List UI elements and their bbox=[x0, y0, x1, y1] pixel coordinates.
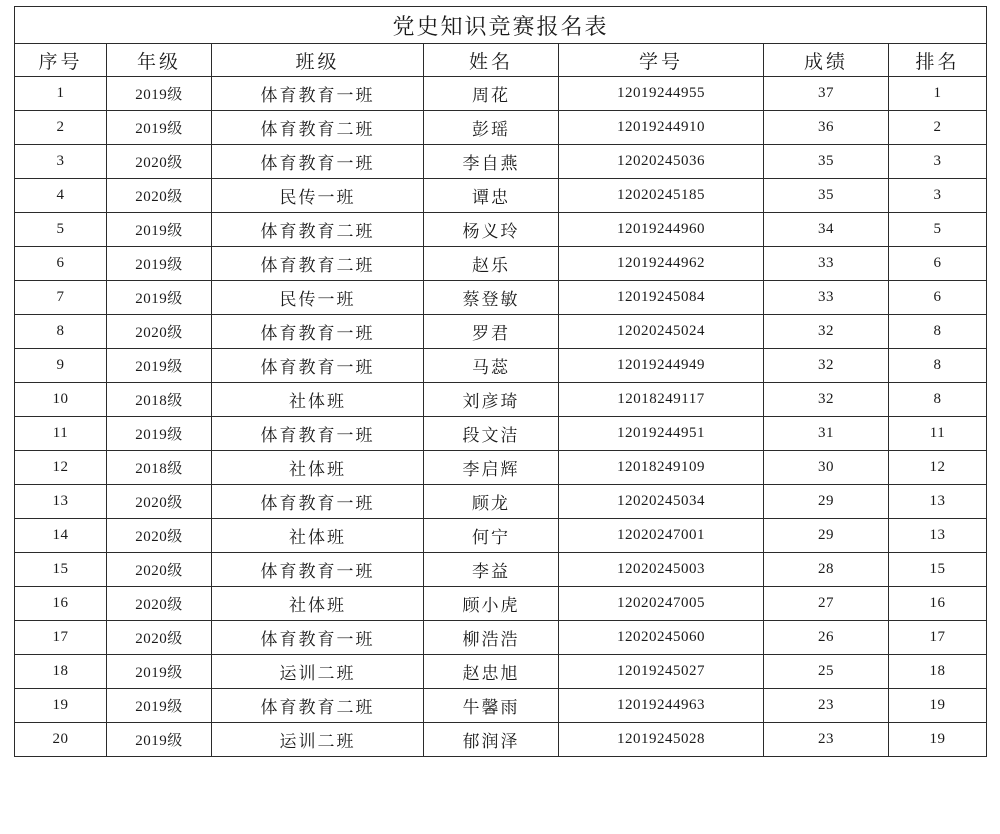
cell-score: 29 bbox=[764, 519, 889, 553]
page-title: 党史知识竞赛报名表 bbox=[15, 7, 987, 44]
cell-class: 运训二班 bbox=[212, 723, 424, 757]
cell-rank: 13 bbox=[889, 485, 987, 519]
cell-score: 33 bbox=[764, 281, 889, 315]
cell-score: 34 bbox=[764, 213, 889, 247]
cell-rank: 16 bbox=[889, 587, 987, 621]
cell-score: 26 bbox=[764, 621, 889, 655]
table-row bbox=[15, 145, 987, 179]
cell-class: 社体班 bbox=[212, 519, 424, 553]
cell-class: 体育教育一班 bbox=[212, 621, 424, 655]
cell-student-id: 12020245185 bbox=[559, 179, 764, 213]
cell-index: 12 bbox=[15, 451, 107, 485]
cell-class: 体育教育二班 bbox=[212, 689, 424, 723]
table-row bbox=[15, 213, 987, 247]
cell-name: 马蕊 bbox=[424, 349, 559, 383]
cell-grade: 2020级 bbox=[107, 553, 212, 587]
cell-index: 16 bbox=[15, 587, 107, 621]
cell-score: 32 bbox=[764, 383, 889, 417]
cell-name: 何宁 bbox=[424, 519, 559, 553]
cell-rank: 11 bbox=[889, 417, 987, 451]
cell-grade: 2019级 bbox=[107, 281, 212, 315]
cell-grade: 2019级 bbox=[107, 247, 212, 281]
table-row bbox=[15, 655, 987, 689]
cell-grade: 2018级 bbox=[107, 383, 212, 417]
cell-grade: 2019级 bbox=[107, 723, 212, 757]
cell-grade: 2019级 bbox=[107, 111, 212, 145]
cell-rank: 8 bbox=[889, 315, 987, 349]
cell-score: 23 bbox=[764, 689, 889, 723]
cell-grade: 2020级 bbox=[107, 621, 212, 655]
table-row bbox=[15, 349, 987, 383]
cell-rank: 8 bbox=[889, 383, 987, 417]
table-row bbox=[15, 485, 987, 519]
cell-student-id: 12019244962 bbox=[559, 247, 764, 281]
table-row bbox=[15, 417, 987, 451]
cell-student-id: 12020247005 bbox=[559, 587, 764, 621]
cell-grade: 2019级 bbox=[107, 213, 212, 247]
cell-class: 体育教育二班 bbox=[212, 213, 424, 247]
table-row bbox=[15, 281, 987, 315]
cell-rank: 13 bbox=[889, 519, 987, 553]
cell-rank: 19 bbox=[889, 689, 987, 723]
cell-student-id: 12019244955 bbox=[559, 77, 764, 111]
cell-grade: 2019级 bbox=[107, 77, 212, 111]
cell-index: 5 bbox=[15, 213, 107, 247]
cell-rank: 6 bbox=[889, 247, 987, 281]
cell-student-id: 12020245034 bbox=[559, 485, 764, 519]
cell-rank: 5 bbox=[889, 213, 987, 247]
cell-student-id: 12020245024 bbox=[559, 315, 764, 349]
cell-grade: 2019级 bbox=[107, 417, 212, 451]
table-row bbox=[15, 553, 987, 587]
cell-index: 1 bbox=[15, 77, 107, 111]
cell-rank: 6 bbox=[889, 281, 987, 315]
column-header-grade: 年级 bbox=[107, 44, 212, 77]
cell-rank: 19 bbox=[889, 723, 987, 757]
cell-name: 彭瑶 bbox=[424, 111, 559, 145]
table-row bbox=[15, 451, 987, 485]
table-row bbox=[15, 519, 987, 553]
registration-table bbox=[14, 6, 987, 757]
cell-student-id: 12020245036 bbox=[559, 145, 764, 179]
cell-index: 10 bbox=[15, 383, 107, 417]
column-header-index: 序号 bbox=[15, 44, 107, 77]
cell-class: 体育教育一班 bbox=[212, 77, 424, 111]
cell-score: 35 bbox=[764, 145, 889, 179]
cell-class: 体育教育二班 bbox=[212, 111, 424, 145]
cell-score: 37 bbox=[764, 77, 889, 111]
cell-index: 11 bbox=[15, 417, 107, 451]
cell-grade: 2020级 bbox=[107, 587, 212, 621]
cell-name: 周花 bbox=[424, 77, 559, 111]
cell-class: 社体班 bbox=[212, 451, 424, 485]
cell-score: 25 bbox=[764, 655, 889, 689]
cell-name: 牛馨雨 bbox=[424, 689, 559, 723]
table-row bbox=[15, 723, 987, 757]
cell-score: 27 bbox=[764, 587, 889, 621]
cell-name: 郁润泽 bbox=[424, 723, 559, 757]
cell-name: 李益 bbox=[424, 553, 559, 587]
cell-grade: 2020级 bbox=[107, 179, 212, 213]
cell-class: 体育教育一班 bbox=[212, 349, 424, 383]
cell-name: 顾小虎 bbox=[424, 587, 559, 621]
table-header-row bbox=[15, 44, 987, 77]
column-header-rank: 排名 bbox=[889, 44, 987, 77]
cell-name: 蔡登敏 bbox=[424, 281, 559, 315]
cell-student-id: 12019244960 bbox=[559, 213, 764, 247]
cell-score: 33 bbox=[764, 247, 889, 281]
cell-index: 17 bbox=[15, 621, 107, 655]
table-row bbox=[15, 383, 987, 417]
cell-grade: 2019级 bbox=[107, 689, 212, 723]
cell-student-id: 12019245084 bbox=[559, 281, 764, 315]
cell-name: 杨义玲 bbox=[424, 213, 559, 247]
cell-name: 李自燕 bbox=[424, 145, 559, 179]
cell-score: 35 bbox=[764, 179, 889, 213]
cell-name: 李启辉 bbox=[424, 451, 559, 485]
cell-class: 运训二班 bbox=[212, 655, 424, 689]
cell-class: 体育教育一班 bbox=[212, 145, 424, 179]
cell-name: 赵乐 bbox=[424, 247, 559, 281]
cell-rank: 17 bbox=[889, 621, 987, 655]
cell-name: 刘彦琦 bbox=[424, 383, 559, 417]
table-row bbox=[15, 77, 987, 111]
cell-rank: 15 bbox=[889, 553, 987, 587]
cell-index: 9 bbox=[15, 349, 107, 383]
cell-index: 4 bbox=[15, 179, 107, 213]
cell-score: 30 bbox=[764, 451, 889, 485]
cell-score: 23 bbox=[764, 723, 889, 757]
cell-class: 体育教育一班 bbox=[212, 417, 424, 451]
cell-class: 社体班 bbox=[212, 587, 424, 621]
cell-name: 罗君 bbox=[424, 315, 559, 349]
cell-name: 赵忠旭 bbox=[424, 655, 559, 689]
cell-rank: 8 bbox=[889, 349, 987, 383]
cell-class: 社体班 bbox=[212, 383, 424, 417]
registration-table-wrapper bbox=[14, 6, 986, 757]
cell-student-id: 12019244949 bbox=[559, 349, 764, 383]
cell-student-id: 12020247001 bbox=[559, 519, 764, 553]
cell-student-id: 12019245028 bbox=[559, 723, 764, 757]
cell-name: 谭忠 bbox=[424, 179, 559, 213]
cell-score: 36 bbox=[764, 111, 889, 145]
column-header-name: 姓名 bbox=[424, 44, 559, 77]
cell-class: 民传一班 bbox=[212, 281, 424, 315]
table-title-row bbox=[15, 7, 987, 44]
cell-rank: 1 bbox=[889, 77, 987, 111]
cell-grade: 2019级 bbox=[107, 655, 212, 689]
cell-rank: 18 bbox=[889, 655, 987, 689]
cell-index: 7 bbox=[15, 281, 107, 315]
table-row bbox=[15, 621, 987, 655]
cell-student-id: 12019245027 bbox=[559, 655, 764, 689]
cell-index: 14 bbox=[15, 519, 107, 553]
cell-score: 32 bbox=[764, 349, 889, 383]
cell-score: 29 bbox=[764, 485, 889, 519]
cell-rank: 3 bbox=[889, 145, 987, 179]
cell-index: 13 bbox=[15, 485, 107, 519]
table-row bbox=[15, 689, 987, 723]
cell-student-id: 12020245003 bbox=[559, 553, 764, 587]
cell-grade: 2018级 bbox=[107, 451, 212, 485]
cell-index: 3 bbox=[15, 145, 107, 179]
cell-student-id: 12018249109 bbox=[559, 451, 764, 485]
cell-grade: 2020级 bbox=[107, 315, 212, 349]
column-header-score: 成绩 bbox=[764, 44, 889, 77]
cell-rank: 3 bbox=[889, 179, 987, 213]
cell-student-id: 12019244963 bbox=[559, 689, 764, 723]
cell-name: 段文洁 bbox=[424, 417, 559, 451]
cell-index: 18 bbox=[15, 655, 107, 689]
cell-grade: 2020级 bbox=[107, 485, 212, 519]
cell-index: 8 bbox=[15, 315, 107, 349]
table-row bbox=[15, 315, 987, 349]
cell-grade: 2020级 bbox=[107, 145, 212, 179]
cell-index: 15 bbox=[15, 553, 107, 587]
table-row bbox=[15, 587, 987, 621]
cell-student-id: 12019244910 bbox=[559, 111, 764, 145]
column-header-class: 班级 bbox=[212, 44, 424, 77]
cell-name: 顾龙 bbox=[424, 485, 559, 519]
cell-student-id: 12018249117 bbox=[559, 383, 764, 417]
cell-student-id: 12020245060 bbox=[559, 621, 764, 655]
cell-class: 体育教育一班 bbox=[212, 315, 424, 349]
cell-grade: 2020级 bbox=[107, 519, 212, 553]
cell-score: 31 bbox=[764, 417, 889, 451]
column-header-student-id: 学号 bbox=[559, 44, 764, 77]
cell-class: 体育教育二班 bbox=[212, 247, 424, 281]
table-row bbox=[15, 179, 987, 213]
cell-index: 19 bbox=[15, 689, 107, 723]
cell-index: 2 bbox=[15, 111, 107, 145]
cell-rank: 2 bbox=[889, 111, 987, 145]
cell-name: 柳浩浩 bbox=[424, 621, 559, 655]
cell-student-id: 12019244951 bbox=[559, 417, 764, 451]
cell-class: 体育教育一班 bbox=[212, 485, 424, 519]
cell-score: 28 bbox=[764, 553, 889, 587]
cell-class: 体育教育一班 bbox=[212, 553, 424, 587]
cell-class: 民传一班 bbox=[212, 179, 424, 213]
cell-grade: 2019级 bbox=[107, 349, 212, 383]
table-row bbox=[15, 111, 987, 145]
cell-rank: 12 bbox=[889, 451, 987, 485]
cell-score: 32 bbox=[764, 315, 889, 349]
table-row bbox=[15, 247, 987, 281]
cell-index: 6 bbox=[15, 247, 107, 281]
cell-index: 20 bbox=[15, 723, 107, 757]
